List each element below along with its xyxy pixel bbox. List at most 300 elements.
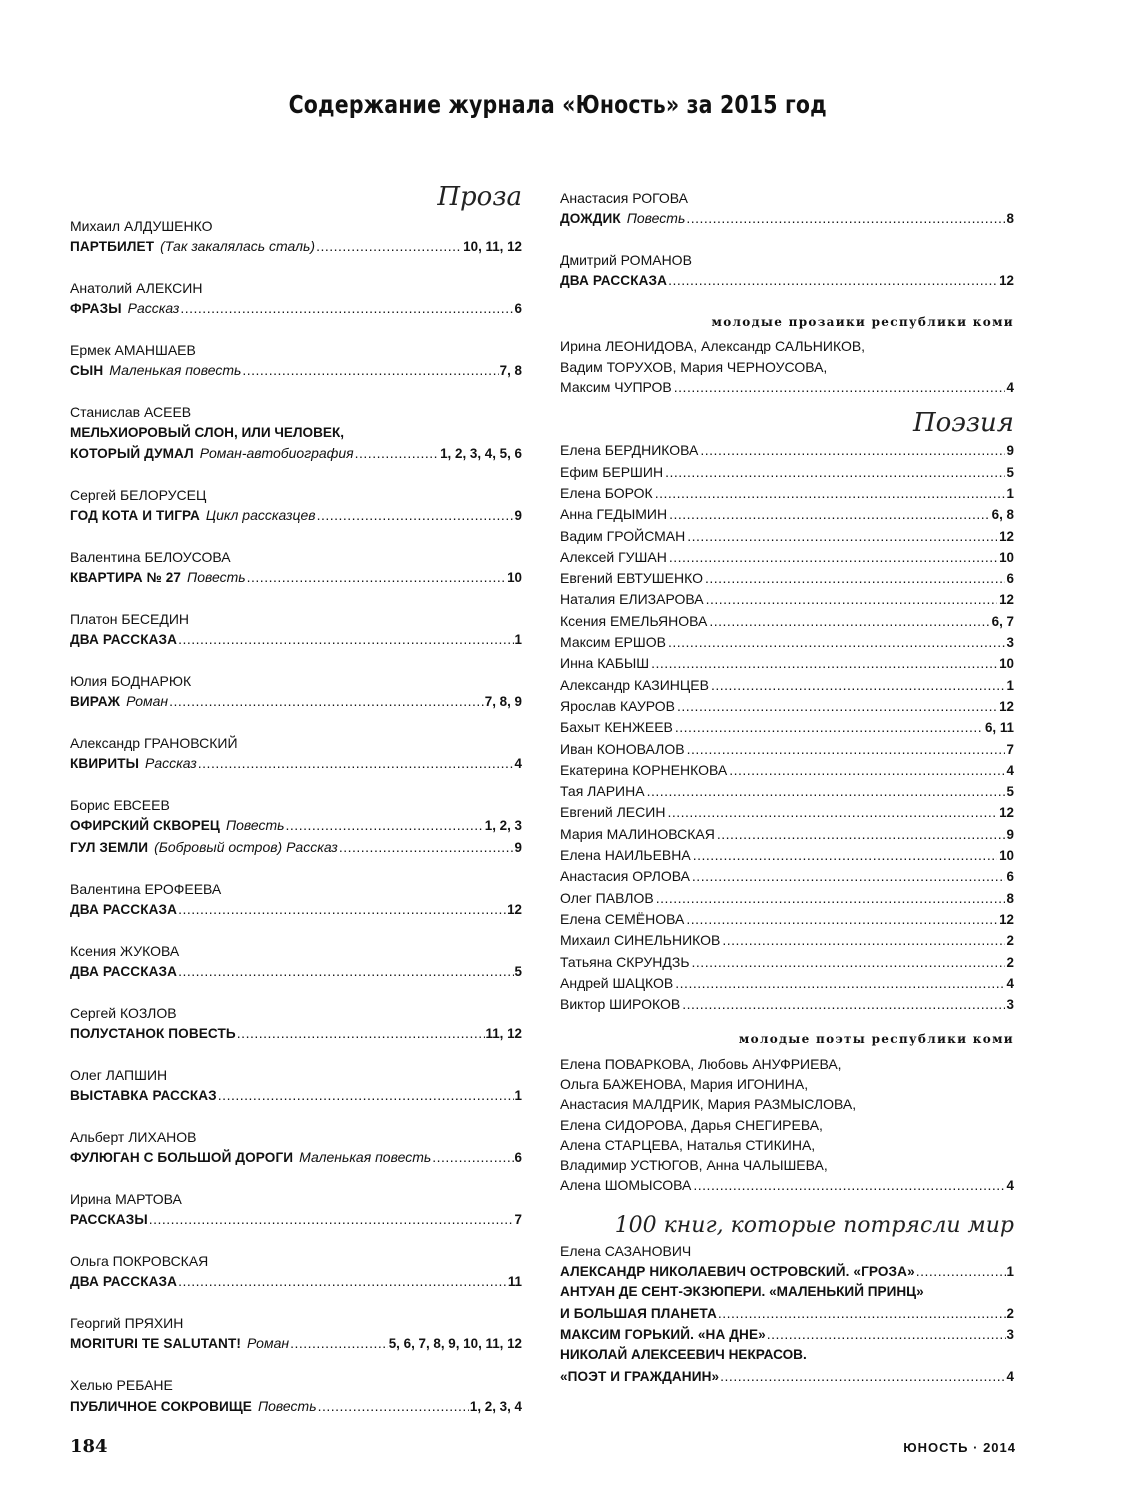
young-poets-names-line: Ольга БАЖЕНОВА, Мария ИГОНИНА, <box>560 1075 809 1092</box>
dot-leader <box>669 547 997 567</box>
author-name: Юлия БОДНАРЮК <box>70 672 192 689</box>
dot-leader <box>178 899 506 919</box>
dot-leader <box>675 973 1004 993</box>
toc-entry <box>70 402 522 464</box>
toc-entry <box>70 1313 522 1355</box>
author-name: Анатолий АЛЕКСИН <box>70 280 203 297</box>
book-line <box>560 1303 1014 1324</box>
issue-numbers: 6 <box>514 1150 522 1166</box>
issue-numbers: 5 <box>514 963 522 979</box>
dot-leader <box>693 845 997 865</box>
work-line <box>560 270 1014 291</box>
toc-entry <box>70 485 522 527</box>
section-heading-poetry: Поэзия <box>912 408 1014 439</box>
poet-entry <box>560 930 1014 951</box>
work-genre: Цикл рассказцев <box>205 506 316 523</box>
author-name: Тая ЛАРИНА <box>560 783 645 800</box>
dot-leader <box>318 1396 469 1416</box>
work-title: ДВА РАССКАЗА <box>70 901 178 917</box>
work-title: «ПОЭТ И ГРАЖДАНИН» <box>560 1368 720 1384</box>
issue-numbers: 6, 11 <box>984 720 1014 736</box>
issue-numbers: 3 <box>1006 1326 1014 1342</box>
work-title: ВИРАЖ <box>70 694 121 710</box>
book-line <box>560 1366 1014 1387</box>
issue-numbers: 6 <box>514 301 522 317</box>
toc-entry <box>70 733 522 775</box>
work-title: СЫН <box>70 363 104 379</box>
toc-entry <box>70 216 522 258</box>
work-line <box>70 1147 522 1168</box>
dot-leader <box>180 298 513 318</box>
author-name: Сергей КОЗЛОВ <box>70 1004 177 1021</box>
work-title: КВИРИТЫ <box>70 756 140 772</box>
work-line <box>70 629 522 650</box>
work-title: ДВА РАССКАЗА <box>560 273 668 289</box>
dot-leader <box>718 1303 1006 1323</box>
dot-leader <box>178 1271 507 1291</box>
issue-numbers: 12 <box>999 698 1014 714</box>
dot-leader <box>729 760 1004 780</box>
poet-entry <box>560 802 1014 823</box>
author-name: Евгений ЕВТУШЕНКО <box>560 570 703 587</box>
poetry-list <box>560 440 1014 1015</box>
work-title: ВЫСТАВКА РАССКАЗ <box>70 1088 217 1104</box>
book-line <box>560 1261 1014 1282</box>
author-name: Ермек АМАНШАЕВ <box>70 342 196 359</box>
poet-entry <box>560 717 1014 738</box>
issue-numbers: 12 <box>999 911 1014 927</box>
author-name: Анастасия РОГОВА <box>560 190 689 206</box>
work-title: ОФИРСКИЙ СКВОРЕЦ <box>70 818 220 834</box>
issue-numbers: 1 <box>514 632 522 648</box>
work-line <box>70 236 522 257</box>
author-name: Ирина МАРТОВА <box>70 1191 182 1207</box>
work-title: МЕЛЬХИОРОВЫЙ СЛОН, ИЛИ ЧЕЛОВЕК, <box>70 424 345 440</box>
section-heading-prose: Проза <box>437 182 522 212</box>
dot-leader <box>242 360 498 380</box>
young-poets-names-line: Елена ПОВАРКОВА, Любовь АНУФРИЕВА, <box>560 1055 842 1072</box>
work-line <box>70 567 522 588</box>
toc-entry <box>70 795 522 858</box>
toc-entry <box>70 547 522 589</box>
young-poets-block <box>560 1054 1014 1197</box>
work-title: АНТУАН ДЕ СЕНТ-ЭКЗЮПЕРИ. «МАЛЕНЬКИЙ ПРИНЦ» <box>560 1284 924 1300</box>
issue-numbers: 10 <box>507 570 522 586</box>
dot-leader <box>149 1209 514 1229</box>
dot-leader <box>290 1333 388 1353</box>
issue-numbers: 8 <box>1006 211 1014 227</box>
poet-entry <box>560 526 1014 547</box>
work-line <box>70 443 522 464</box>
author-name: Елена БОРОК <box>560 484 653 501</box>
dot-leader <box>711 675 1005 695</box>
poet-entry <box>560 952 1014 973</box>
work-title: МАКСИМ ГОРЬКИЙ. «НА ДНЕ» <box>560 1326 766 1342</box>
author-name: Елена БЕРДНИКОВА <box>560 442 699 459</box>
section-heading-young-poets-komi: молодые поэты республики коми <box>738 1032 1014 1047</box>
dot-leader <box>682 994 1004 1014</box>
issue-numbers: 12 <box>999 273 1014 289</box>
toc-entry <box>70 1127 522 1169</box>
poet-entry <box>560 589 1014 610</box>
author-name: Платон БЕСЕДИН <box>70 610 189 627</box>
author-name: Ксения ЕМЕЛЬЯНОВА <box>560 612 708 629</box>
author-name: Бахыт КЕНЖЕЕВ <box>560 719 673 736</box>
work-title: РАССКАЗЫ <box>70 1212 148 1228</box>
young-prose-names-line: Вадим ТОРУХОВ, Мария ЧЕРНОУСОВА, <box>560 358 828 375</box>
author-name: Валентина ЕРОФЕЕВА <box>70 880 222 897</box>
issue-numbers: 10 <box>999 848 1014 864</box>
issue-numbers: 4 <box>1006 975 1014 991</box>
young-prose-names-line: Ирина ЛЕОНИДОВА, Александр САЛЬНИКОВ, <box>560 338 866 355</box>
section-heading-young-prose-komi: молодые прозаики республики коми <box>711 315 1014 330</box>
dot-leader <box>665 462 1004 482</box>
dot-leader <box>178 961 513 981</box>
issue-numbers: 3 <box>1006 635 1014 651</box>
work-genre: Маленькая повесть <box>299 1149 432 1166</box>
poet-entry <box>560 504 1014 525</box>
poet-entry <box>560 440 1014 461</box>
issue-numbers: 10 <box>999 549 1014 565</box>
work-title: ГОД КОТА И ТИГРА <box>70 507 200 523</box>
prose-list <box>70 216 522 1417</box>
dot-leader <box>655 483 1005 503</box>
young-poets-names-line: Анастасия МАЛДРИК, Мария РАЗМЫСЛОВА, <box>560 1096 857 1113</box>
toc-entry <box>70 1003 522 1045</box>
author-name: Ольга ПОКРОВСКАЯ <box>70 1253 209 1270</box>
young-poets-last-line <box>560 1175 1014 1196</box>
work-title: ДОЖДИК <box>560 211 621 227</box>
author-name: Борис ЕВСЕЕВ <box>70 797 170 814</box>
book-line <box>560 1324 1014 1345</box>
work-genre: (Так закалялась сталь) <box>160 238 316 255</box>
young-poets-names-line: Алена СТАРЦЕВА, Наталья СТИКИНА, <box>560 1136 816 1153</box>
dot-leader <box>677 696 997 716</box>
toc-entry <box>70 278 522 320</box>
author-name: Елена СЕМЁНОВА <box>560 910 685 927</box>
work-title: MORITURI TE SALUTANT! <box>70 1336 241 1352</box>
author-name: Ярослав КАУРОВ <box>560 697 675 714</box>
work-title: И БОЛЬШАЯ ПЛАНЕТА <box>560 1305 717 1321</box>
poet-entry <box>560 888 1014 909</box>
dot-leader <box>178 629 513 649</box>
work-title: КВАРТИРА № 27 <box>70 570 182 586</box>
work-line <box>70 360 522 381</box>
toc-entry <box>70 609 522 651</box>
work-genre: Повесть <box>225 817 285 834</box>
poet-entry <box>560 760 1014 781</box>
work-line <box>70 815 522 836</box>
issue-numbers: 6, 7 <box>991 613 1014 629</box>
books-block <box>560 1241 1014 1387</box>
dot-leader <box>668 270 998 290</box>
author-name: Евгений ЛЕСИН <box>560 804 666 821</box>
issue-numbers: 7 <box>514 1212 522 1228</box>
issue-numbers: 6, 8 <box>991 507 1014 523</box>
work-line <box>70 753 522 774</box>
work-line <box>70 1085 522 1106</box>
author-name: Елена НАИЛЬЕВНА <box>560 847 691 864</box>
author-name: Анастасия ОРЛОВА <box>560 868 690 885</box>
young-prose-block <box>560 336 1014 398</box>
dot-leader <box>686 909 997 929</box>
issue-numbers: 8 <box>1006 890 1014 906</box>
issue-numbers: 1 <box>514 1088 522 1104</box>
poet-entry <box>560 845 1014 866</box>
dot-leader <box>656 888 1005 908</box>
poet-entry <box>560 994 1014 1015</box>
work-title: НИКОЛАЙ АЛЕКСЕЕВИЧ НЕКРАСОВ. <box>560 1347 807 1363</box>
dot-leader <box>647 781 1005 801</box>
work-line <box>70 298 522 319</box>
issue-numbers: 4 <box>514 756 522 772</box>
work-title: ФРАЗЫ <box>70 301 122 317</box>
dot-leader <box>669 504 990 524</box>
dot-leader <box>717 824 1005 844</box>
issue-numbers: 2 <box>1006 954 1014 970</box>
author-name: Андрей ШАЦКОВ <box>560 974 674 991</box>
issue-numbers: 2 <box>1006 1305 1014 1321</box>
author-name: Татьяна СКРУНДЗЬ <box>560 953 690 970</box>
toc-entry <box>70 671 522 713</box>
page-title: Содержание журнала «Юность» за 2015 год <box>288 90 827 119</box>
author-name: Анна ГЕДЫМИН <box>560 506 668 523</box>
toc-entry <box>70 941 522 983</box>
work-line <box>70 961 522 982</box>
poet-entry <box>560 739 1014 760</box>
work-title: ПАРТБИЛЕТ <box>70 239 155 255</box>
toc-entry <box>70 1375 522 1417</box>
issue-numbers: 3 <box>1006 997 1014 1013</box>
author-name: Олег ЛАПШИН <box>70 1066 168 1083</box>
issue-numbers: 9 <box>514 507 522 523</box>
dot-leader <box>316 236 462 256</box>
issue-numbers: 11, 12 <box>485 1026 522 1042</box>
dot-leader <box>286 815 484 835</box>
work-title: ПОЛУСТАНОК ПОВЕСТЬ <box>70 1026 236 1042</box>
author-name: Екатерина КОРНЕНКОВА <box>560 761 728 778</box>
work-genre: Рассказ <box>145 755 197 772</box>
issue-numbers: 1 <box>1006 1264 1014 1280</box>
poet-entry <box>560 547 1014 568</box>
issue-numbers: 10, 11, 12 <box>463 239 522 255</box>
work-line <box>70 691 522 712</box>
dot-leader <box>198 753 514 773</box>
dot-leader <box>916 1261 1006 1281</box>
dot-leader <box>720 1366 1005 1386</box>
toc-entry <box>560 188 1014 230</box>
issue-numbers: 1 <box>1006 677 1014 693</box>
author-name: Сергей БЕЛОРУСЕЦ <box>70 486 207 503</box>
young-prose-last-line <box>560 377 1014 398</box>
prose-list-continued <box>560 188 1014 292</box>
section-heading-100-books: 100 книг, которые потрясли мир <box>614 1212 1014 1238</box>
poet-entry <box>560 909 1014 930</box>
left-column <box>70 180 522 1437</box>
dot-leader <box>432 1147 513 1167</box>
author-name: Станислав АСЕЕВ <box>70 404 192 421</box>
poet-entry <box>560 696 1014 717</box>
author-name: Алена ШОМЫСОВА <box>560 1177 692 1194</box>
dot-leader <box>675 717 983 737</box>
dot-leader <box>247 567 506 587</box>
work-line <box>560 208 1014 229</box>
issue-numbers: 12 <box>999 805 1014 821</box>
issue-numbers: 11 <box>507 1274 522 1290</box>
poet-entry <box>560 781 1014 802</box>
work-line <box>70 1209 522 1230</box>
poet-entry <box>560 675 1014 696</box>
author-name: Георгий ПРЯХИН <box>70 1315 184 1332</box>
toc-entry <box>70 879 522 921</box>
dot-leader <box>700 440 1004 460</box>
work-genre: Повесть <box>257 1397 317 1414</box>
work-genre: Повесть <box>187 569 246 586</box>
work-title: ДВА РАССКАЗА <box>70 632 178 648</box>
toc-entry <box>70 1065 522 1107</box>
issue-numbers: 5 <box>1006 784 1014 800</box>
author-name: Вадим ГРОЙСМАН <box>560 527 686 544</box>
issue-numbers: 10 <box>999 656 1014 672</box>
work-line <box>70 505 522 526</box>
work-line <box>70 1271 522 1292</box>
dot-leader <box>706 589 997 609</box>
issue-numbers: 1 <box>1006 485 1014 501</box>
young-poets-names-line: Владимир УСТЮГОВ, Анна ЧАЛЫШЕВА, <box>560 1157 828 1174</box>
dot-leader <box>722 930 1004 950</box>
issue-numbers: 9 <box>1006 443 1014 459</box>
issue-numbers: 4 <box>1006 762 1014 778</box>
journal-footer: ЮНОСТЬ · 2014 <box>903 1440 1016 1455</box>
toc-entry <box>70 1189 522 1231</box>
poet-entry <box>560 866 1014 887</box>
dot-leader <box>686 208 1005 228</box>
author-name: Инна КАБЫШ <box>560 655 650 672</box>
issue-numbers: 12 <box>999 528 1014 544</box>
toc-entry <box>70 1251 522 1293</box>
issue-numbers: 1, 2, 3, 4 <box>469 1398 522 1414</box>
author-name: Хелью РЕБАНЕ <box>70 1377 173 1394</box>
young-poets-names-line: Елена СИДОРОВА, Дарья СНЕГИРЕВА, <box>560 1116 823 1133</box>
work-line <box>70 837 522 858</box>
page-number: 184 <box>70 1436 108 1457</box>
author-name: Максим ЕРШОВ <box>560 634 666 651</box>
work-title: ДВА РАССКАЗА <box>70 963 178 979</box>
issue-numbers: 1, 2, 3 <box>484 818 522 834</box>
author-name: Алексей ГУШАН <box>560 548 667 565</box>
poet-entry <box>560 611 1014 632</box>
author-name: Виктор ШИРОКОВ <box>560 996 681 1013</box>
author-name: Александр КАЗИНЦЕВ <box>560 676 709 693</box>
toc-entry <box>70 340 522 382</box>
issue-numbers: 4 <box>1006 380 1014 396</box>
work-genre: Роман-автобиография <box>199 444 354 461</box>
work-title: ДВА РАССКАЗА <box>70 1274 178 1290</box>
dot-leader <box>767 1324 1006 1344</box>
author-name: Ефим БЕРШИН <box>560 463 664 480</box>
work-genre: Роман <box>126 693 169 710</box>
issue-numbers: 12 <box>999 592 1014 608</box>
poet-entry <box>560 824 1014 845</box>
right-column <box>560 188 1014 1387</box>
work-line <box>70 1333 522 1354</box>
work-title: ФУЛЮГАН С БОЛЬШОЙ ДОРОГИ <box>70 1150 294 1166</box>
poet-entry <box>560 568 1014 589</box>
issue-numbers: 9 <box>1006 826 1014 842</box>
dot-leader <box>339 837 514 857</box>
issue-numbers: 6 <box>1006 869 1014 885</box>
work-genre: (Бобровый остров) Рассказ <box>154 838 338 855</box>
author-name: Наталия ЕЛИЗАРОВА <box>560 591 704 608</box>
dot-leader <box>667 802 997 822</box>
issue-numbers: 4 <box>1006 1178 1014 1194</box>
dot-leader <box>705 568 1005 588</box>
issue-numbers: 9 <box>514 839 522 855</box>
issue-numbers: 1, 2, 3, 4, 5, 6 <box>440 445 522 461</box>
dot-leader <box>668 632 1005 652</box>
author-name: Максим ЧУПРОВ <box>560 379 672 396</box>
poet-entry <box>560 973 1014 994</box>
author-name: Елена САЗАНОВИЧ <box>560 1242 692 1259</box>
dot-leader <box>693 1175 1004 1195</box>
author-name: Мария МАЛИНОВСКАЯ <box>560 825 715 842</box>
poet-entry <box>560 483 1014 504</box>
dot-leader <box>692 952 1005 972</box>
issue-numbers: 7, 8, 9 <box>484 694 522 710</box>
poet-entry <box>560 462 1014 483</box>
author-name: Иван КОНОВАЛОВ <box>560 740 685 757</box>
author-name: Михаил СИНЕЛЬНИКОВ <box>560 932 721 949</box>
work-genre: Повесть <box>626 210 686 227</box>
work-genre: Роман <box>247 1335 290 1352</box>
work-title: КОТОРЫЙ ДУМАЛ <box>70 445 194 461</box>
dot-leader <box>674 377 1005 397</box>
dot-leader <box>169 691 484 711</box>
work-line <box>70 899 522 920</box>
issue-numbers: 6 <box>1006 571 1014 587</box>
author-name: Олег ПАВЛОВ <box>560 889 654 906</box>
dot-leader <box>355 443 439 463</box>
work-line <box>70 1023 522 1044</box>
author-name: Михаил АЛДУШЕНКО <box>70 218 213 234</box>
author-name: Александр ГРАНОВСКИЙ <box>70 735 238 752</box>
issue-numbers: 2 <box>1006 933 1014 949</box>
dot-leader <box>687 739 1005 759</box>
issue-numbers: 12 <box>507 901 522 917</box>
issue-numbers: 5, 6, 7, 8, 9, 10, 11, 12 <box>388 1336 522 1352</box>
issue-numbers: 7 <box>1006 741 1014 757</box>
work-genre: Маленькая повесть <box>109 362 242 379</box>
poet-entry <box>560 653 1014 674</box>
author-name: Валентина БЕЛОУСОВА <box>70 548 231 565</box>
dot-leader <box>687 526 997 546</box>
author-name: Альберт ЛИХАНОВ <box>70 1128 197 1145</box>
dot-leader <box>692 866 1005 886</box>
author-name: Ксения ЖУКОВА <box>70 942 180 959</box>
toc-entry <box>560 250 1014 292</box>
issue-numbers: 5 <box>1006 464 1014 480</box>
dot-leader <box>651 653 997 673</box>
dot-leader <box>317 505 514 525</box>
work-genre: Рассказ <box>127 300 180 317</box>
poet-entry <box>560 632 1014 653</box>
dot-leader <box>218 1085 514 1105</box>
work-title: ПУБЛИЧНОЕ СОКРОВИЩЕ <box>70 1398 252 1414</box>
work-title: ГУЛ ЗЕМЛИ <box>70 839 149 855</box>
author-name: Дмитрий РОМАНОВ <box>560 252 692 269</box>
work-line <box>70 1396 522 1417</box>
dot-leader <box>237 1023 485 1043</box>
